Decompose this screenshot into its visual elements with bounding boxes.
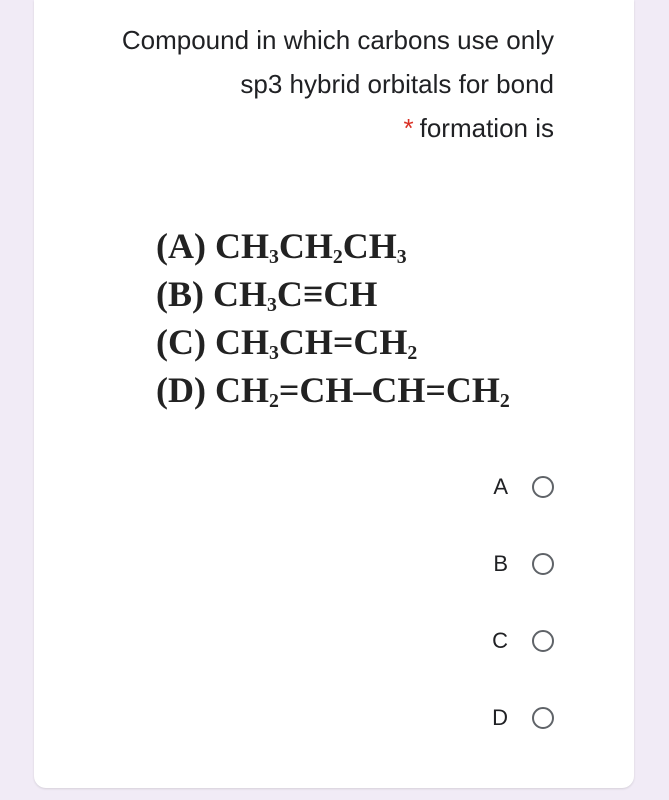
radio-button-a[interactable] xyxy=(532,476,554,498)
formula-part: CH xyxy=(214,322,269,362)
formula-part: C≡CH xyxy=(276,274,378,314)
option-label: A xyxy=(493,474,508,499)
option-d[interactable] xyxy=(492,699,554,737)
question-image xyxy=(156,222,510,414)
formula-label: (B) xyxy=(156,274,204,314)
formula-part: CH xyxy=(213,274,267,314)
question-line-2: sp3 hybrid orbitals for bond xyxy=(240,69,554,99)
formula-label: (C) xyxy=(156,322,206,362)
question-text xyxy=(34,18,554,150)
option-label: B xyxy=(493,551,508,576)
question-card xyxy=(34,0,634,788)
choice-formula-b xyxy=(156,270,510,318)
formula-part: =CH–CH=CH xyxy=(278,370,500,410)
question-line-1: Compound in which carbons use only xyxy=(121,25,554,55)
formula-subscript: 3 xyxy=(268,341,279,364)
formula-subscript: 3 xyxy=(267,293,277,316)
formula-part: CH xyxy=(214,226,269,266)
option-b[interactable] xyxy=(492,545,554,583)
formula-subscript: 2 xyxy=(499,389,510,412)
answer-options xyxy=(492,468,554,776)
formula-subscript: 2 xyxy=(407,341,418,364)
required-asterisk: * xyxy=(403,113,414,143)
formula-label: (A) xyxy=(156,226,206,266)
option-c[interactable] xyxy=(492,622,554,660)
radio-button-c[interactable] xyxy=(532,630,554,652)
formula-label: (D) xyxy=(156,370,206,410)
radio-button-b[interactable] xyxy=(532,553,554,575)
choice-formula-a xyxy=(156,222,510,270)
formula-subscript: 3 xyxy=(268,245,279,268)
formula-part: CH xyxy=(214,370,269,410)
formula-subscript: 3 xyxy=(396,245,407,268)
option-label: D xyxy=(492,705,508,730)
option-label: C xyxy=(492,628,508,653)
choice-formula-c xyxy=(156,318,510,366)
formula-subscript: 2 xyxy=(268,389,279,412)
radio-button-d[interactable] xyxy=(532,707,554,729)
question-line-3: formation is xyxy=(419,113,554,143)
option-a[interactable] xyxy=(492,468,554,506)
formula-part: CH=CH xyxy=(278,322,408,362)
formula-part: CH xyxy=(278,226,333,266)
formula-subscript: 2 xyxy=(332,245,343,268)
formula-part: CH xyxy=(342,226,397,266)
choice-formula-d xyxy=(156,366,510,414)
